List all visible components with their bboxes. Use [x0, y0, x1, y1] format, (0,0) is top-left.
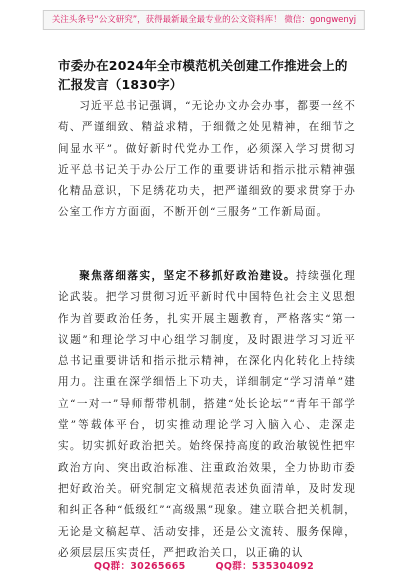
footer-contact [0, 558, 408, 572]
footer-qq-group-2: QQ群：535304092 [215, 561, 315, 572]
paragraph-body: 持续强化理论武装。把学习贯彻习近平新时代中国特色社会主义思想作为首要政治任务，扎实开展主题教育，严格落实“第一议题”和理论学习中心组学习制度，及时跟进学习习近平总书记重要讲话和指示批示精神，在深化内化转化上持续用力。注重在深学细悟上下功夫，详细制定“学习清单”建立“一对一”导师帮带机制，搭建“处长论坛”“青年干部学堂”等载体平台，切实推动理论学习入脑入心、走深走实。切实抓好政治把关。始终保持高度的政治敏锐性把牢政治方向、突出政治标准、注重政治效果，全力协助市委把好政治关。研究制定文稿规范表述负面清单，及时发现和纠正各种“低级红”“高级黑”现象。建立联合把关机制，无论是文稿起草、活动安排，还是公文流转、服务保障，必须层层压实责任，严把政治关口，以正确的认 [58, 270, 356, 559]
footer-qq-group-1: QQ群：30265665 [93, 561, 186, 572]
paragraph-intro: 习近平总书记强调，“无论办文办会办事，都要一丝不苟、严谨细致、精益求精，于细微之处见精神，在细节之间显水平”。做好新时代党办工作，必须深入学习贯彻习近平总书记关于办公厅工作的重要讲话和指示批示精神强化精品意识，下足绣花功夫，把严谨细致的要求贯穿于办公室工作方方面面，不断开创“三服务”工作新局面。 [58, 100, 356, 219]
document-title: 市委办在2024年全市模范机关创建工作推进会上的汇报发言（1830字） [58, 58, 348, 92]
paragraph-lead-heading: 聚焦落细落实，坚定不移抓好政治建设。 [79, 270, 297, 282]
paragraph-political-building [58, 266, 356, 564]
promo-banner: 关注头条号“公文研究”，获得最新最全最专业的公文资料库！ 微信：gongwenyj [43, 10, 365, 30]
